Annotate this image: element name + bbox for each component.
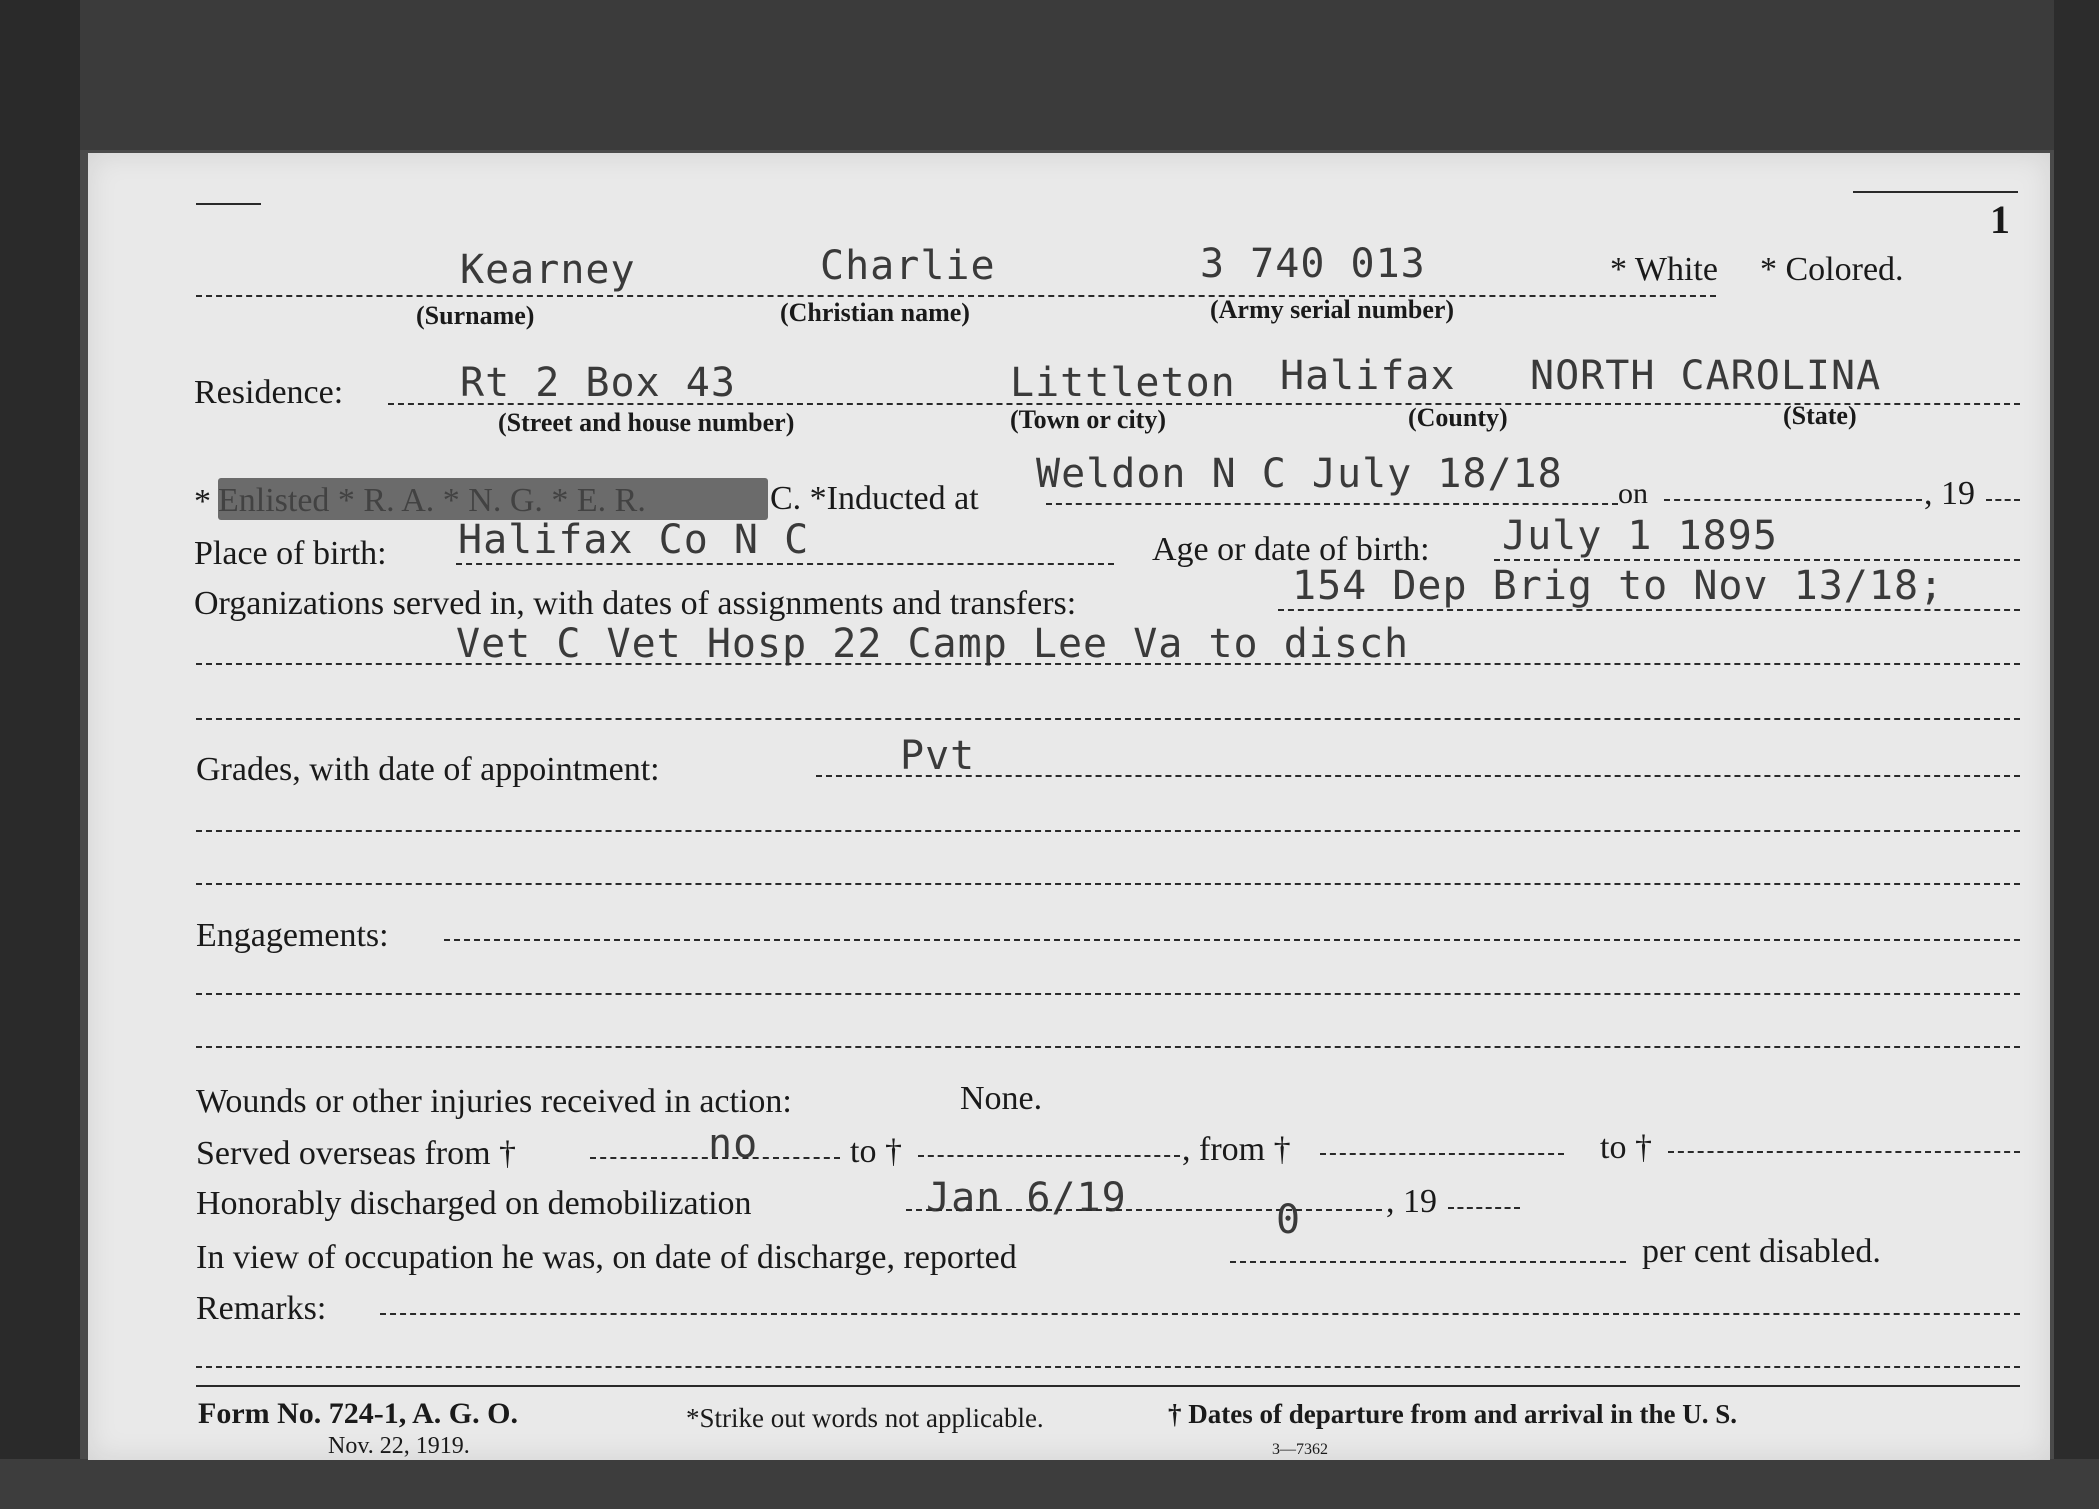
top-left-mark bbox=[196, 203, 261, 205]
surname-caption: (Surname) bbox=[416, 301, 535, 330]
discharge-year-line bbox=[1448, 1207, 1520, 1209]
card-number: 1 bbox=[1990, 197, 2010, 242]
serial-number-value: 3 740 013 bbox=[1200, 241, 1426, 287]
overseas-label: Served overseas from † bbox=[196, 1135, 517, 1172]
discharge-date: Jan 6/19 bbox=[926, 1175, 1127, 1221]
induction-year-line bbox=[1986, 499, 2020, 501]
street-value: Rt 2 Box 43 bbox=[460, 360, 736, 406]
overseas-to-line bbox=[918, 1155, 1180, 1157]
residence-label: Residence: bbox=[194, 374, 344, 411]
induction-year: , 19 bbox=[1924, 475, 1975, 512]
grades-value: Pvt bbox=[900, 733, 976, 779]
organizations-line2: Vet C Vet Hosp 22 Camp Lee Va to disch bbox=[456, 621, 1410, 667]
name-line bbox=[196, 295, 1716, 297]
struck-text: Enlisted * R. A. * N. G. * E. R. bbox=[218, 482, 646, 519]
christian-name-value: Charlie bbox=[820, 243, 996, 289]
overseas-to2-label: to † bbox=[1600, 1129, 1652, 1166]
surname-value: Kearney bbox=[460, 247, 636, 293]
discharge-label: Honorably discharged on demobilization bbox=[196, 1185, 752, 1222]
disability-suffix: per cent disabled. bbox=[1642, 1233, 1881, 1270]
footer-note-strike: *Strike out words not applicable. bbox=[686, 1403, 1044, 1433]
county-value: Halifax bbox=[1280, 353, 1456, 399]
scan-background-top bbox=[0, 0, 2099, 150]
overseas-from2-line bbox=[1320, 1153, 1564, 1155]
birth-place-value: Halifax Co N C bbox=[458, 517, 810, 563]
overseas-from-line bbox=[590, 1157, 840, 1159]
organizations-line1-rule bbox=[1278, 609, 2020, 611]
overseas-to-label: to † bbox=[850, 1133, 902, 1170]
induction-place-date: Weldon N C July 18/18 bbox=[1036, 451, 1563, 497]
engagements-line2 bbox=[196, 993, 2020, 995]
birth-date-line bbox=[1494, 559, 2020, 561]
organizations-label: Organizations served in, with dates of assignments and transfers: bbox=[194, 585, 1077, 622]
street-caption: (Street and house number) bbox=[498, 408, 795, 437]
state-value: NORTH CAROLINA bbox=[1530, 353, 1882, 399]
induction-on-line bbox=[1664, 499, 1922, 501]
remarks-label: Remarks: bbox=[196, 1290, 327, 1327]
wounds-label: Wounds or other injuries received in action: bbox=[196, 1083, 792, 1120]
grades-label: Grades, with date of appointment: bbox=[196, 751, 660, 788]
organizations-line3-rule bbox=[196, 718, 2020, 720]
birth-place-line bbox=[456, 563, 1114, 565]
service-record-card bbox=[88, 153, 2050, 1460]
top-right-mark bbox=[1853, 191, 2018, 193]
induction-on-label: on bbox=[1618, 477, 1648, 510]
organizations-line1: 154 Dep Brig to Nov 13/18; bbox=[1292, 563, 1945, 609]
discharge-line bbox=[906, 1209, 1382, 1211]
engagements-label: Engagements: bbox=[196, 917, 389, 954]
scan-background-bottom bbox=[0, 1459, 2099, 1509]
christian-caption: (Christian name) bbox=[780, 298, 970, 327]
footer-rule bbox=[196, 1385, 2020, 1387]
disability-value: 0 bbox=[1276, 1197, 1302, 1243]
grades-line3 bbox=[196, 883, 2020, 885]
county-caption: (County) bbox=[1408, 403, 1508, 432]
remarks-line2 bbox=[196, 1366, 2020, 1368]
serial-caption: (Army serial number) bbox=[1210, 295, 1455, 324]
form-date: Nov. 22, 1919. bbox=[328, 1433, 470, 1459]
race-white: * White bbox=[1610, 251, 1718, 288]
residence-line bbox=[388, 403, 2020, 405]
induction-suffix: C. *Inducted at bbox=[770, 480, 979, 517]
engagements-line3 bbox=[196, 1046, 2020, 1048]
discharge-year: , 19 bbox=[1386, 1183, 1437, 1220]
overseas-value: no bbox=[708, 1121, 759, 1167]
wounds-value: None. bbox=[960, 1080, 1043, 1117]
induction-prefix: * bbox=[194, 483, 211, 520]
engagements-line1 bbox=[444, 939, 2020, 941]
footer-note-dates: † Dates of departure from and arrival in the U. S. bbox=[1168, 1399, 1737, 1429]
scan-background-right bbox=[2054, 0, 2099, 1509]
birth-date-value: July 1 1895 bbox=[1502, 513, 1778, 559]
town-value: Littleton bbox=[1010, 360, 1236, 406]
town-caption: (Town or city) bbox=[1010, 405, 1166, 434]
remarks-line1 bbox=[380, 1313, 2020, 1315]
form-number: Form No. 724-1, A. G. O. bbox=[198, 1397, 518, 1430]
birth-place-label: Place of birth: bbox=[194, 535, 387, 572]
organizations-line2-rule bbox=[196, 663, 2020, 665]
race-colored: * Colored. bbox=[1760, 251, 1904, 288]
disability-label: In view of occupation he was, on date of discharge, reported bbox=[196, 1239, 1017, 1276]
induction-line bbox=[1046, 503, 1618, 505]
state-caption: (State) bbox=[1783, 401, 1857, 430]
scan-background-left bbox=[0, 0, 80, 1509]
overseas-to2-line bbox=[1668, 1151, 2020, 1153]
print-code: 3—7362 bbox=[1272, 1441, 1328, 1458]
grades-line2 bbox=[196, 830, 2020, 832]
grades-line1 bbox=[816, 775, 2020, 777]
disability-line bbox=[1230, 1261, 1626, 1263]
overseas-from2-label: , from † bbox=[1182, 1131, 1291, 1168]
age-label: Age or date of birth: bbox=[1152, 531, 1430, 568]
